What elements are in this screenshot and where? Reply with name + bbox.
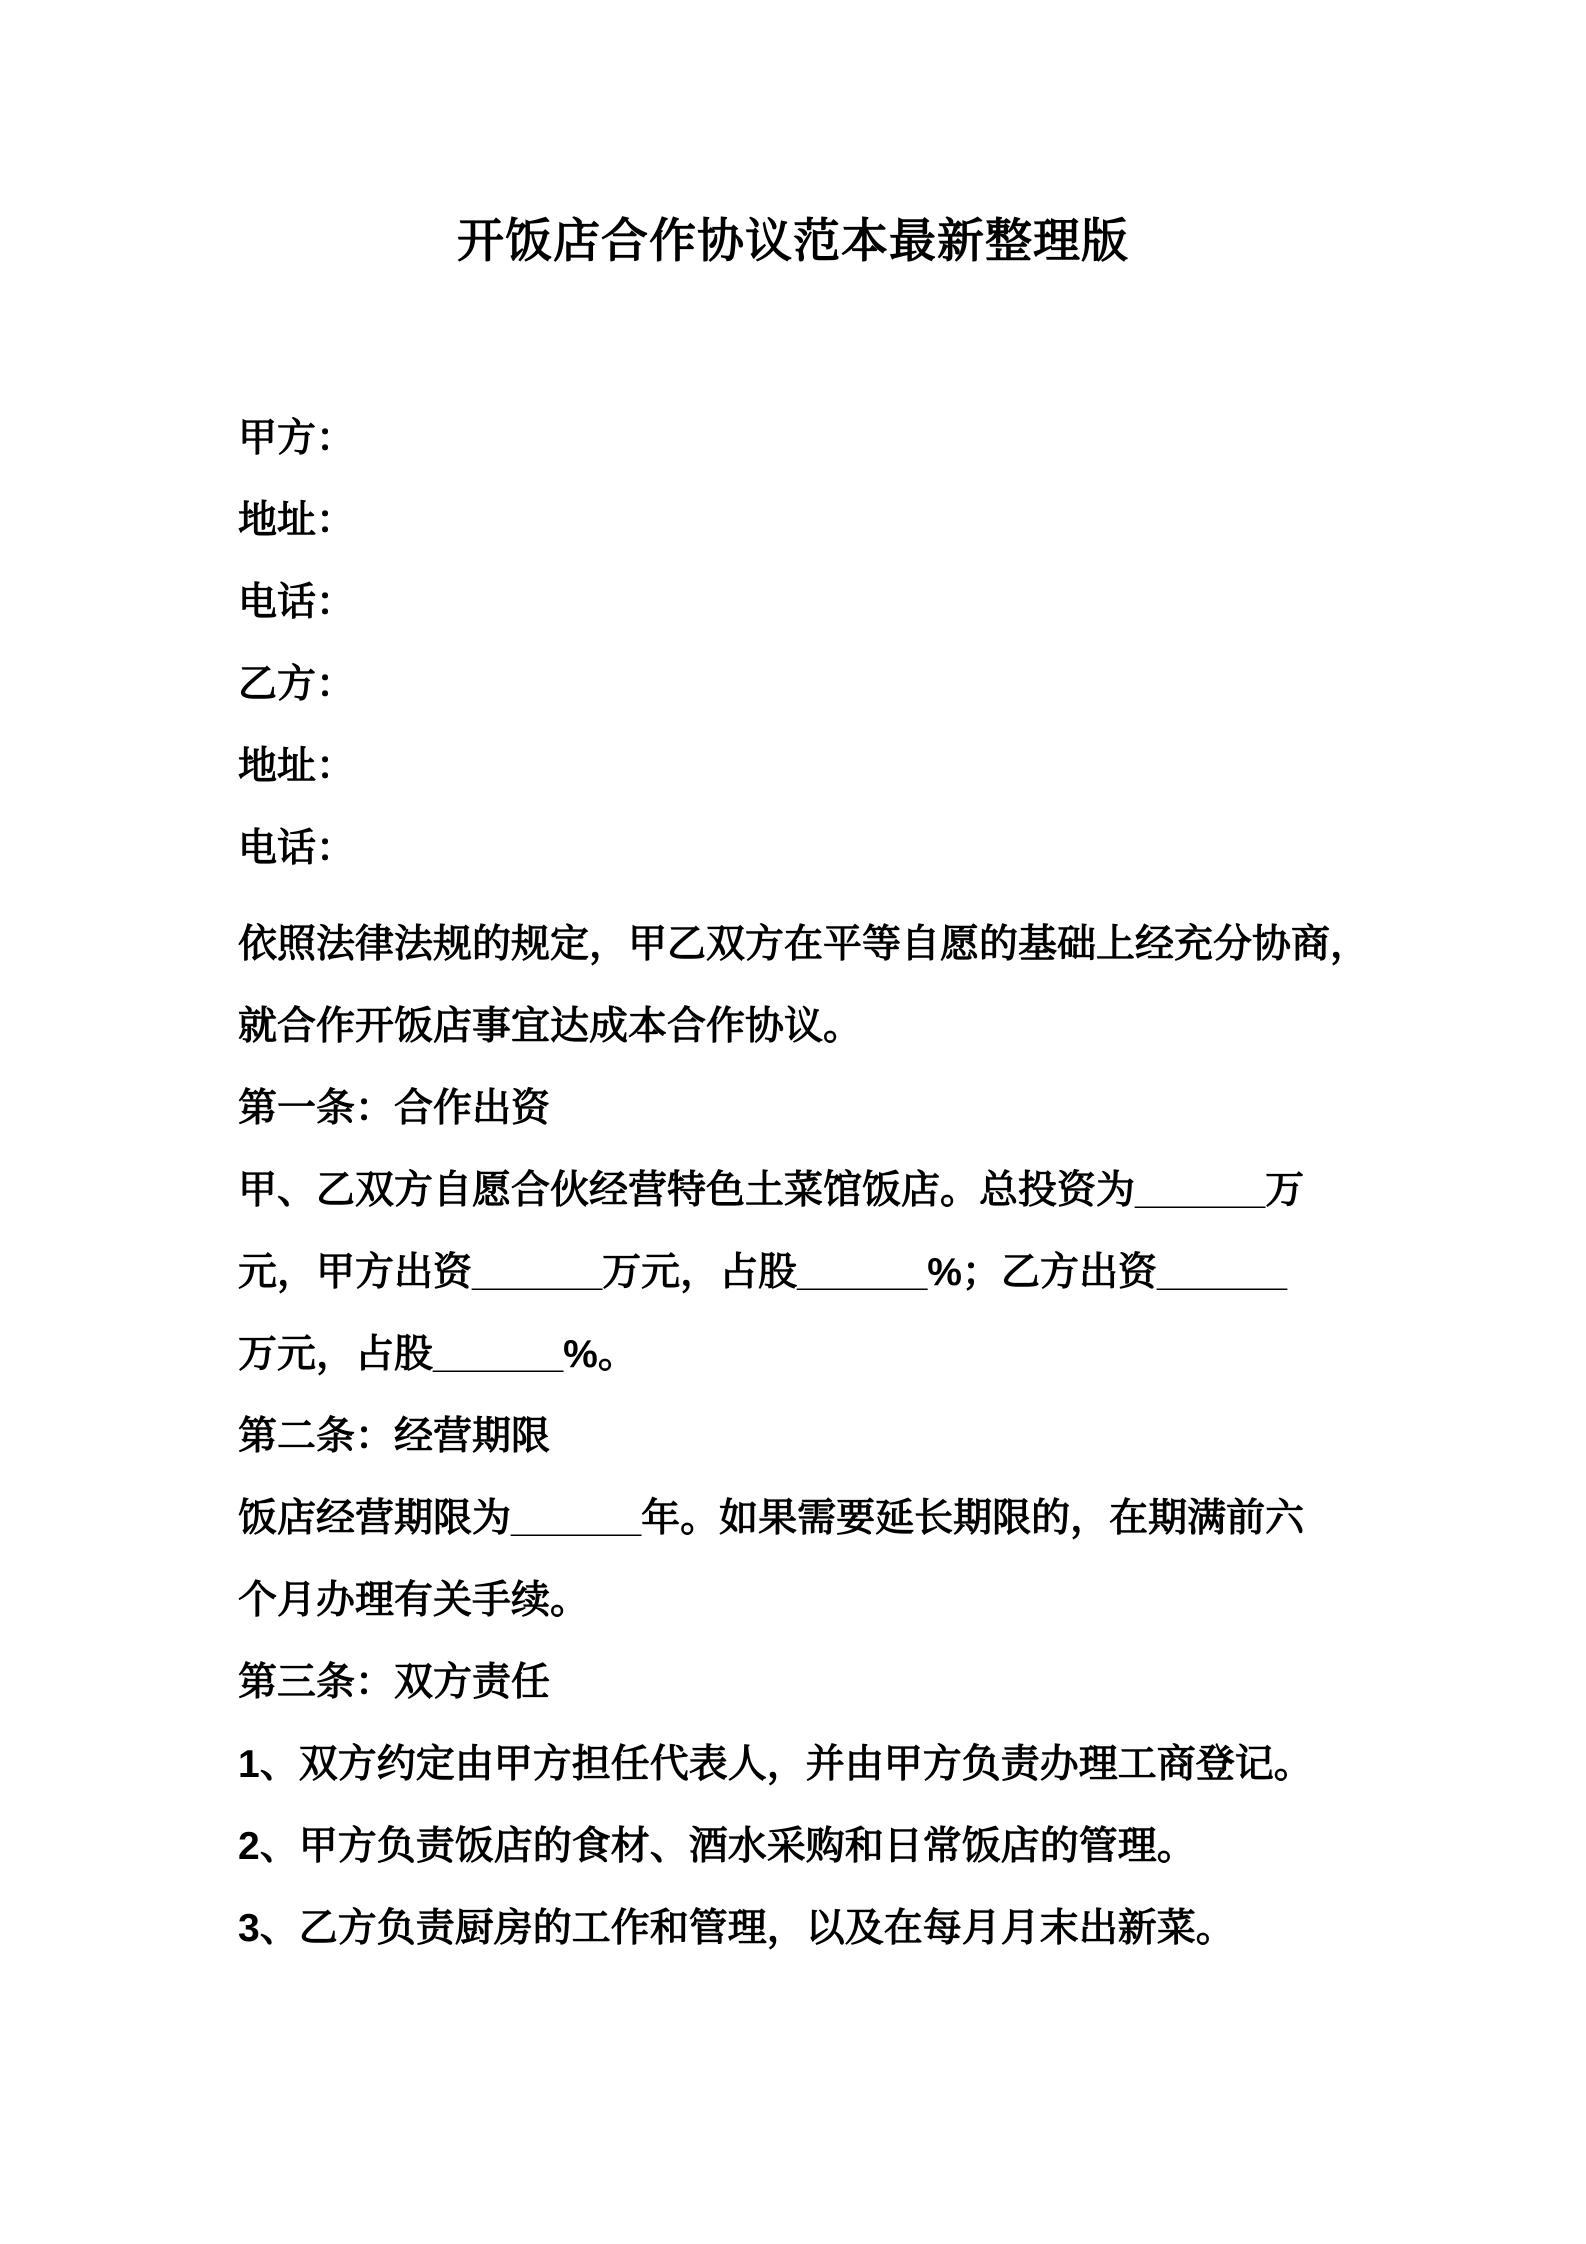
party-b-phone-label: 电话： <box>238 827 356 870</box>
article-3-heading: 第三条：双方责任 <box>238 1661 551 1704</box>
article-2-line-2: 个月办理有关手续。 <box>238 1579 590 1622</box>
party-b-label: 乙方： <box>238 663 356 706</box>
article-1-line-2: 元，甲方出资______万元，占股______%；乙方出资______ <box>238 1251 1288 1294</box>
article-2-heading: 第二条：经营期限 <box>238 1415 551 1458</box>
page-title: 开饭店合作协议范本最新整理版 <box>457 214 1129 267</box>
party-a-label: 甲方： <box>238 417 356 460</box>
party-a-phone-label: 电话： <box>238 581 356 624</box>
article-1-line-1: 甲、乙双方自愿合伙经营特色土菜馆饭店。总投资为______万 <box>238 1169 1305 1212</box>
article-3-item-2: 2、甲方负责饭店的食材、酒水采购和日常饭店的管理。 <box>238 1825 1196 1868</box>
document-body <box>0 398 1586 1970</box>
article-1-line-3: 万元，占股______%。 <box>238 1333 637 1376</box>
article-2-line-1: 饭店经营期限为______年。如果需要延长期限的，在期满前六 <box>238 1497 1305 1540</box>
party-a-address-label: 地址： <box>238 499 356 542</box>
party-b-address-label: 地址： <box>238 745 356 788</box>
intro-line-2: 就合作开饭店事宜达成本合作协议。 <box>238 1005 863 1048</box>
article-3-item-1: 1、双方约定由甲方担任代表人，并由甲方负责办理工商登记。 <box>238 1743 1313 1786</box>
article-1-heading: 第一条：合作出资 <box>238 1087 551 1130</box>
intro-line-1: 依照法律法规的规定，甲乙双方在平等自愿的基础上经充分协商， <box>238 923 1370 966</box>
article-3-item-3: 3、乙方负责厨房的工作和管理，以及在每月月末出新菜。 <box>238 1907 1235 1950</box>
